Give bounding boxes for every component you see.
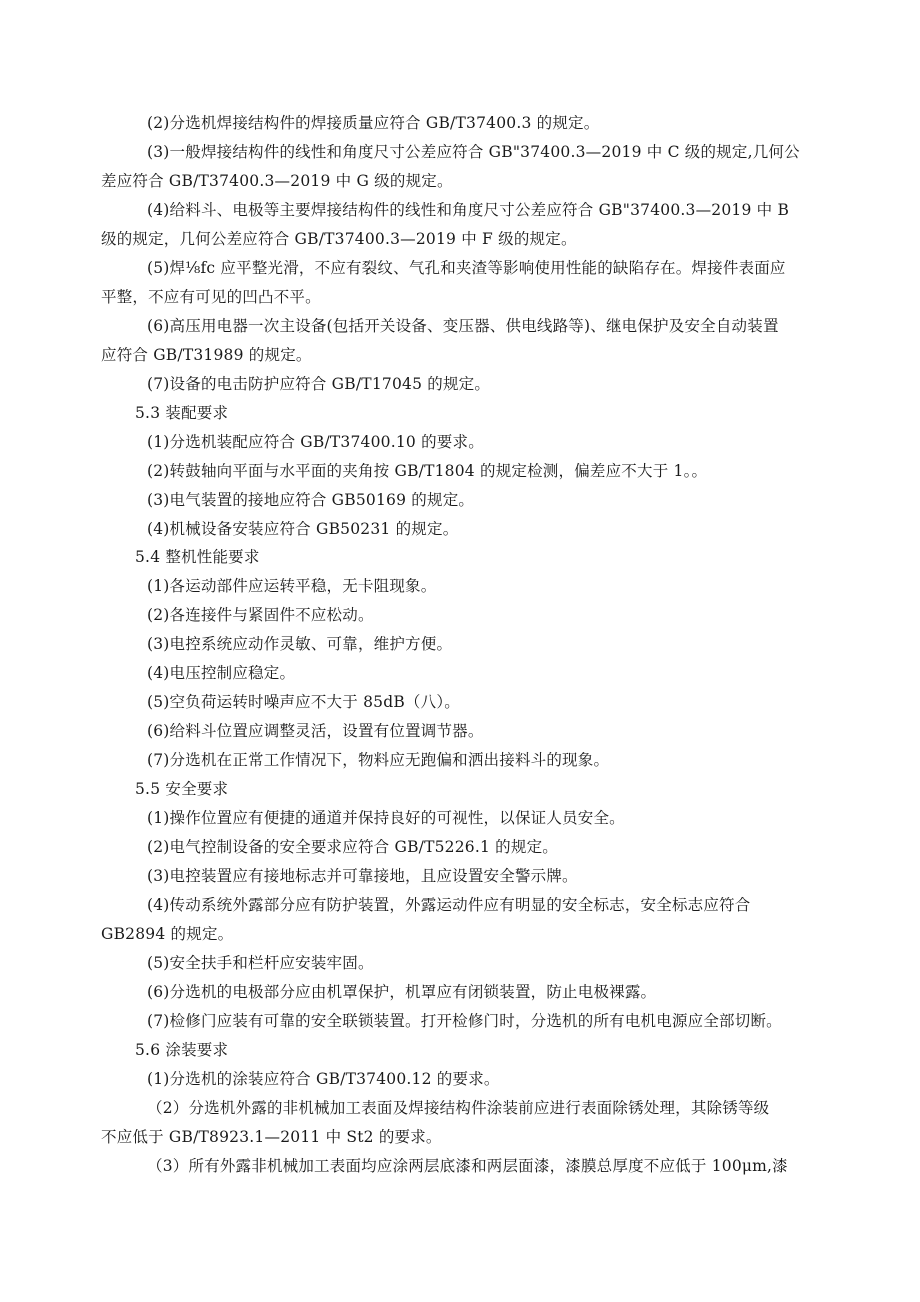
text-line: 差应符合 GB/T37400.3—2019 中 G 级的规定。 bbox=[101, 172, 453, 190]
text-line: (2)分选机焊接结构件的焊接质量应符合 GB/T37400.3 的规定。 bbox=[147, 114, 600, 132]
text-line: 应符合 GB/T31989 的规定。 bbox=[101, 346, 312, 364]
text-line: （3）所有外露非机械加工表面均应涂两层底漆和两层面漆，漆膜总厚度不应低于 100μm,漆 bbox=[147, 1157, 788, 1175]
section-heading: 5.5 安全要求 bbox=[135, 780, 229, 798]
section-heading: 5.3 装配要求 bbox=[135, 404, 229, 422]
text-line: (1)分选机的涂装应符合 GB/T37400.12 的要求。 bbox=[147, 1070, 500, 1088]
text-line: 不应低于 GB/T8923.1—2011 中 St2 的要求。 bbox=[101, 1128, 442, 1146]
text-line: （2）分选机外露的非机械加工表面及焊接结构件涂装前应进行表面除锈处理，其除锈等级 bbox=[147, 1099, 770, 1117]
text-line: (4)传动系统外露部分应有防护装置，外露运动件应有明显的安全标志，安全标志应符合 bbox=[147, 896, 751, 914]
text-line: (5)安全扶手和栏杆应安装牢固。 bbox=[147, 954, 374, 972]
text-line: (6)给料斗位置应调整灵活，设置有位置调节器。 bbox=[147, 722, 484, 740]
text-line: (2)电气控制设备的安全要求应符合 GB/T5226.1 的规定。 bbox=[147, 838, 558, 856]
text-line: (2)转鼓轴向平面与水平面的夹角按 GB/T1804 的规定检测，偏差应不大于 1。。 bbox=[147, 462, 708, 480]
text-line: (5)空负荷运转时噪声应不大于 85dB（八）。 bbox=[147, 693, 460, 711]
text-line: (1)操作位置应有便捷的通道并保持良好的可视性，以保证人员安全。 bbox=[147, 809, 625, 827]
text-line: (3)电控装置应有接地标志并可靠接地，且应设置安全警示牌。 bbox=[147, 867, 578, 885]
text-line: (4)电压控制应稳定。 bbox=[147, 664, 296, 682]
text-line: (7)设备的电击防护应符合 GB/T17045 的规定。 bbox=[147, 375, 491, 393]
text-line: (6)分选机的电极部分应由机罩保护，机罩应有闭锁装置，防止电极裸露。 bbox=[147, 983, 657, 1001]
text-line: (7)分选机在正常工作情况下，物料应无跑偏和洒出接料斗的现象。 bbox=[147, 751, 610, 769]
text-line: (3)一般焊接结构件的线性和角度尺寸公差应符合 GB"37400.3—2019 中 C 级的规定,几何公 bbox=[147, 143, 800, 161]
text-line: (2)各连接件与紧固件不应松动。 bbox=[147, 606, 374, 624]
section-heading: 5.6 涂装要求 bbox=[135, 1041, 229, 1059]
text-line: (4)机械设备安装应符合 GB50231 的规定。 bbox=[147, 520, 459, 538]
text-line: (4)给料斗、电极等主要焊接结构件的线性和角度尺寸公差应符合 GB"37400.3—2019 中 B bbox=[147, 201, 790, 219]
text-line: 平整，不应有可见的凹凸不平。 bbox=[101, 288, 321, 306]
text-line: (6)高压用电器一次主设备(包括开关设备、变压器、供电线路等)、继电保护及安全自动装置 bbox=[147, 317, 779, 335]
text-line: (3)电气装置的接地应符合 GB50169 的规定。 bbox=[147, 491, 475, 509]
text-line: 级的规定，几何公差应符合 GB/T37400.3—2019 中 F 级的规定。 bbox=[101, 230, 577, 248]
text-line: (7)检修门应装有可靠的安全联锁装置。打开检修门时，分选机的所有电机电源应全部切断。 bbox=[147, 1012, 782, 1030]
text-line: (1)分选机装配应符合 GB/T37400.10 的要求。 bbox=[147, 433, 484, 451]
text-line: (3)电控系统应动作灵敏、可靠，维护方便。 bbox=[147, 635, 453, 653]
text-line: GB2894 的规定。 bbox=[101, 925, 234, 943]
text-line: (1)各运动部件应运转平稳，无卡阻现象。 bbox=[147, 577, 437, 595]
section-heading: 5.4 整机性能要求 bbox=[135, 548, 260, 566]
text-line: (5)焊⅛fc 应平整光滑，不应有裂纹、气孔和夹渣等影响使用性能的缺陷存在。焊接件表面应 bbox=[147, 259, 786, 277]
